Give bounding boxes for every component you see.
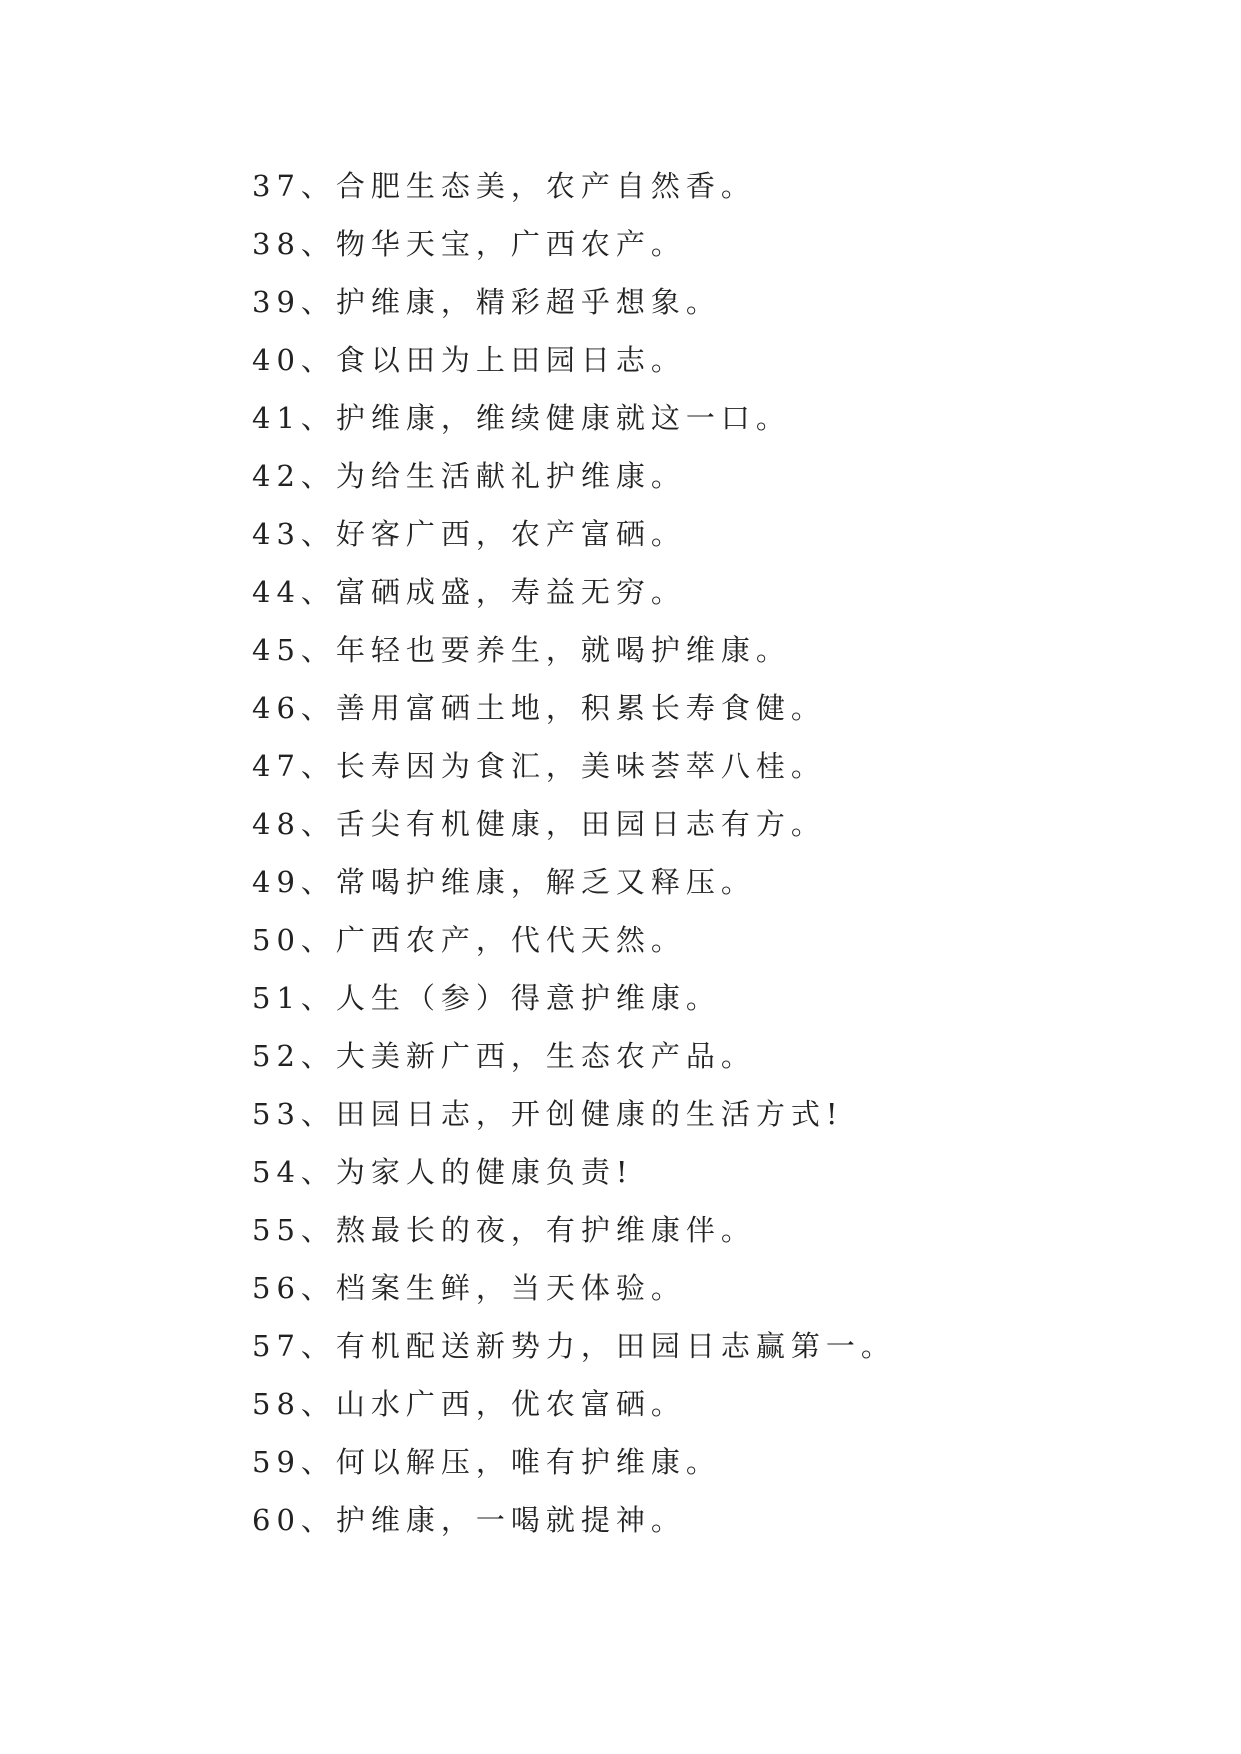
list-item: 58、山水广西，优农富硒。: [252, 1387, 686, 1421]
list-item: 43、好客广西，农产富硒。: [252, 517, 686, 551]
slogan-list: [252, 157, 896, 1549]
list-item: 53、田园日志，开创健康的生活方式!: [252, 1097, 844, 1131]
list-item: 48、舌尖有机健康，田园日志有方。: [252, 807, 826, 841]
list-item: 55、熬最长的夜，有护维康伴。: [252, 1213, 756, 1247]
list-item: 45、年轻也要养生，就喝护维康。: [252, 633, 791, 667]
list-item: 60、护维康，一喝就提神。: [252, 1503, 686, 1537]
list-item: 37、合肥生态美，农产自然香。: [252, 169, 756, 203]
list-item: 49、常喝护维康，解乏又释压。: [252, 865, 756, 899]
list-item: 44、富硒成盛，寿益无穷。: [252, 575, 686, 609]
list-item: 46、善用富硒土地，积累长寿食健。: [252, 691, 826, 725]
list-item: 41、护维康，维续健康就这一口。: [252, 401, 791, 435]
list-item: 39、护维康，精彩超乎想象。: [252, 285, 721, 319]
list-item: 52、大美新广西，生态农产品。: [252, 1039, 756, 1073]
list-item: 57、有机配送新势力，田园日志赢第一。: [252, 1329, 896, 1363]
list-item: 50、广西农产，代代天然。: [252, 923, 686, 957]
list-item: 40、食以田为上田园日志。: [252, 343, 686, 377]
list-item: 59、何以解压，唯有护维康。: [252, 1445, 721, 1479]
list-item: 51、人生（参）得意护维康。: [252, 981, 721, 1015]
list-item: 47、长寿因为食汇，美味荟萃八桂。: [252, 749, 826, 783]
list-item: 42、为给生活献礼护维康。: [252, 459, 686, 493]
list-item: 56、档案生鲜，当天体验。: [252, 1271, 686, 1305]
list-item: 38、物华天宝，广西农产。: [252, 227, 686, 261]
list-item: 54、为家人的健康负责!: [252, 1155, 634, 1189]
